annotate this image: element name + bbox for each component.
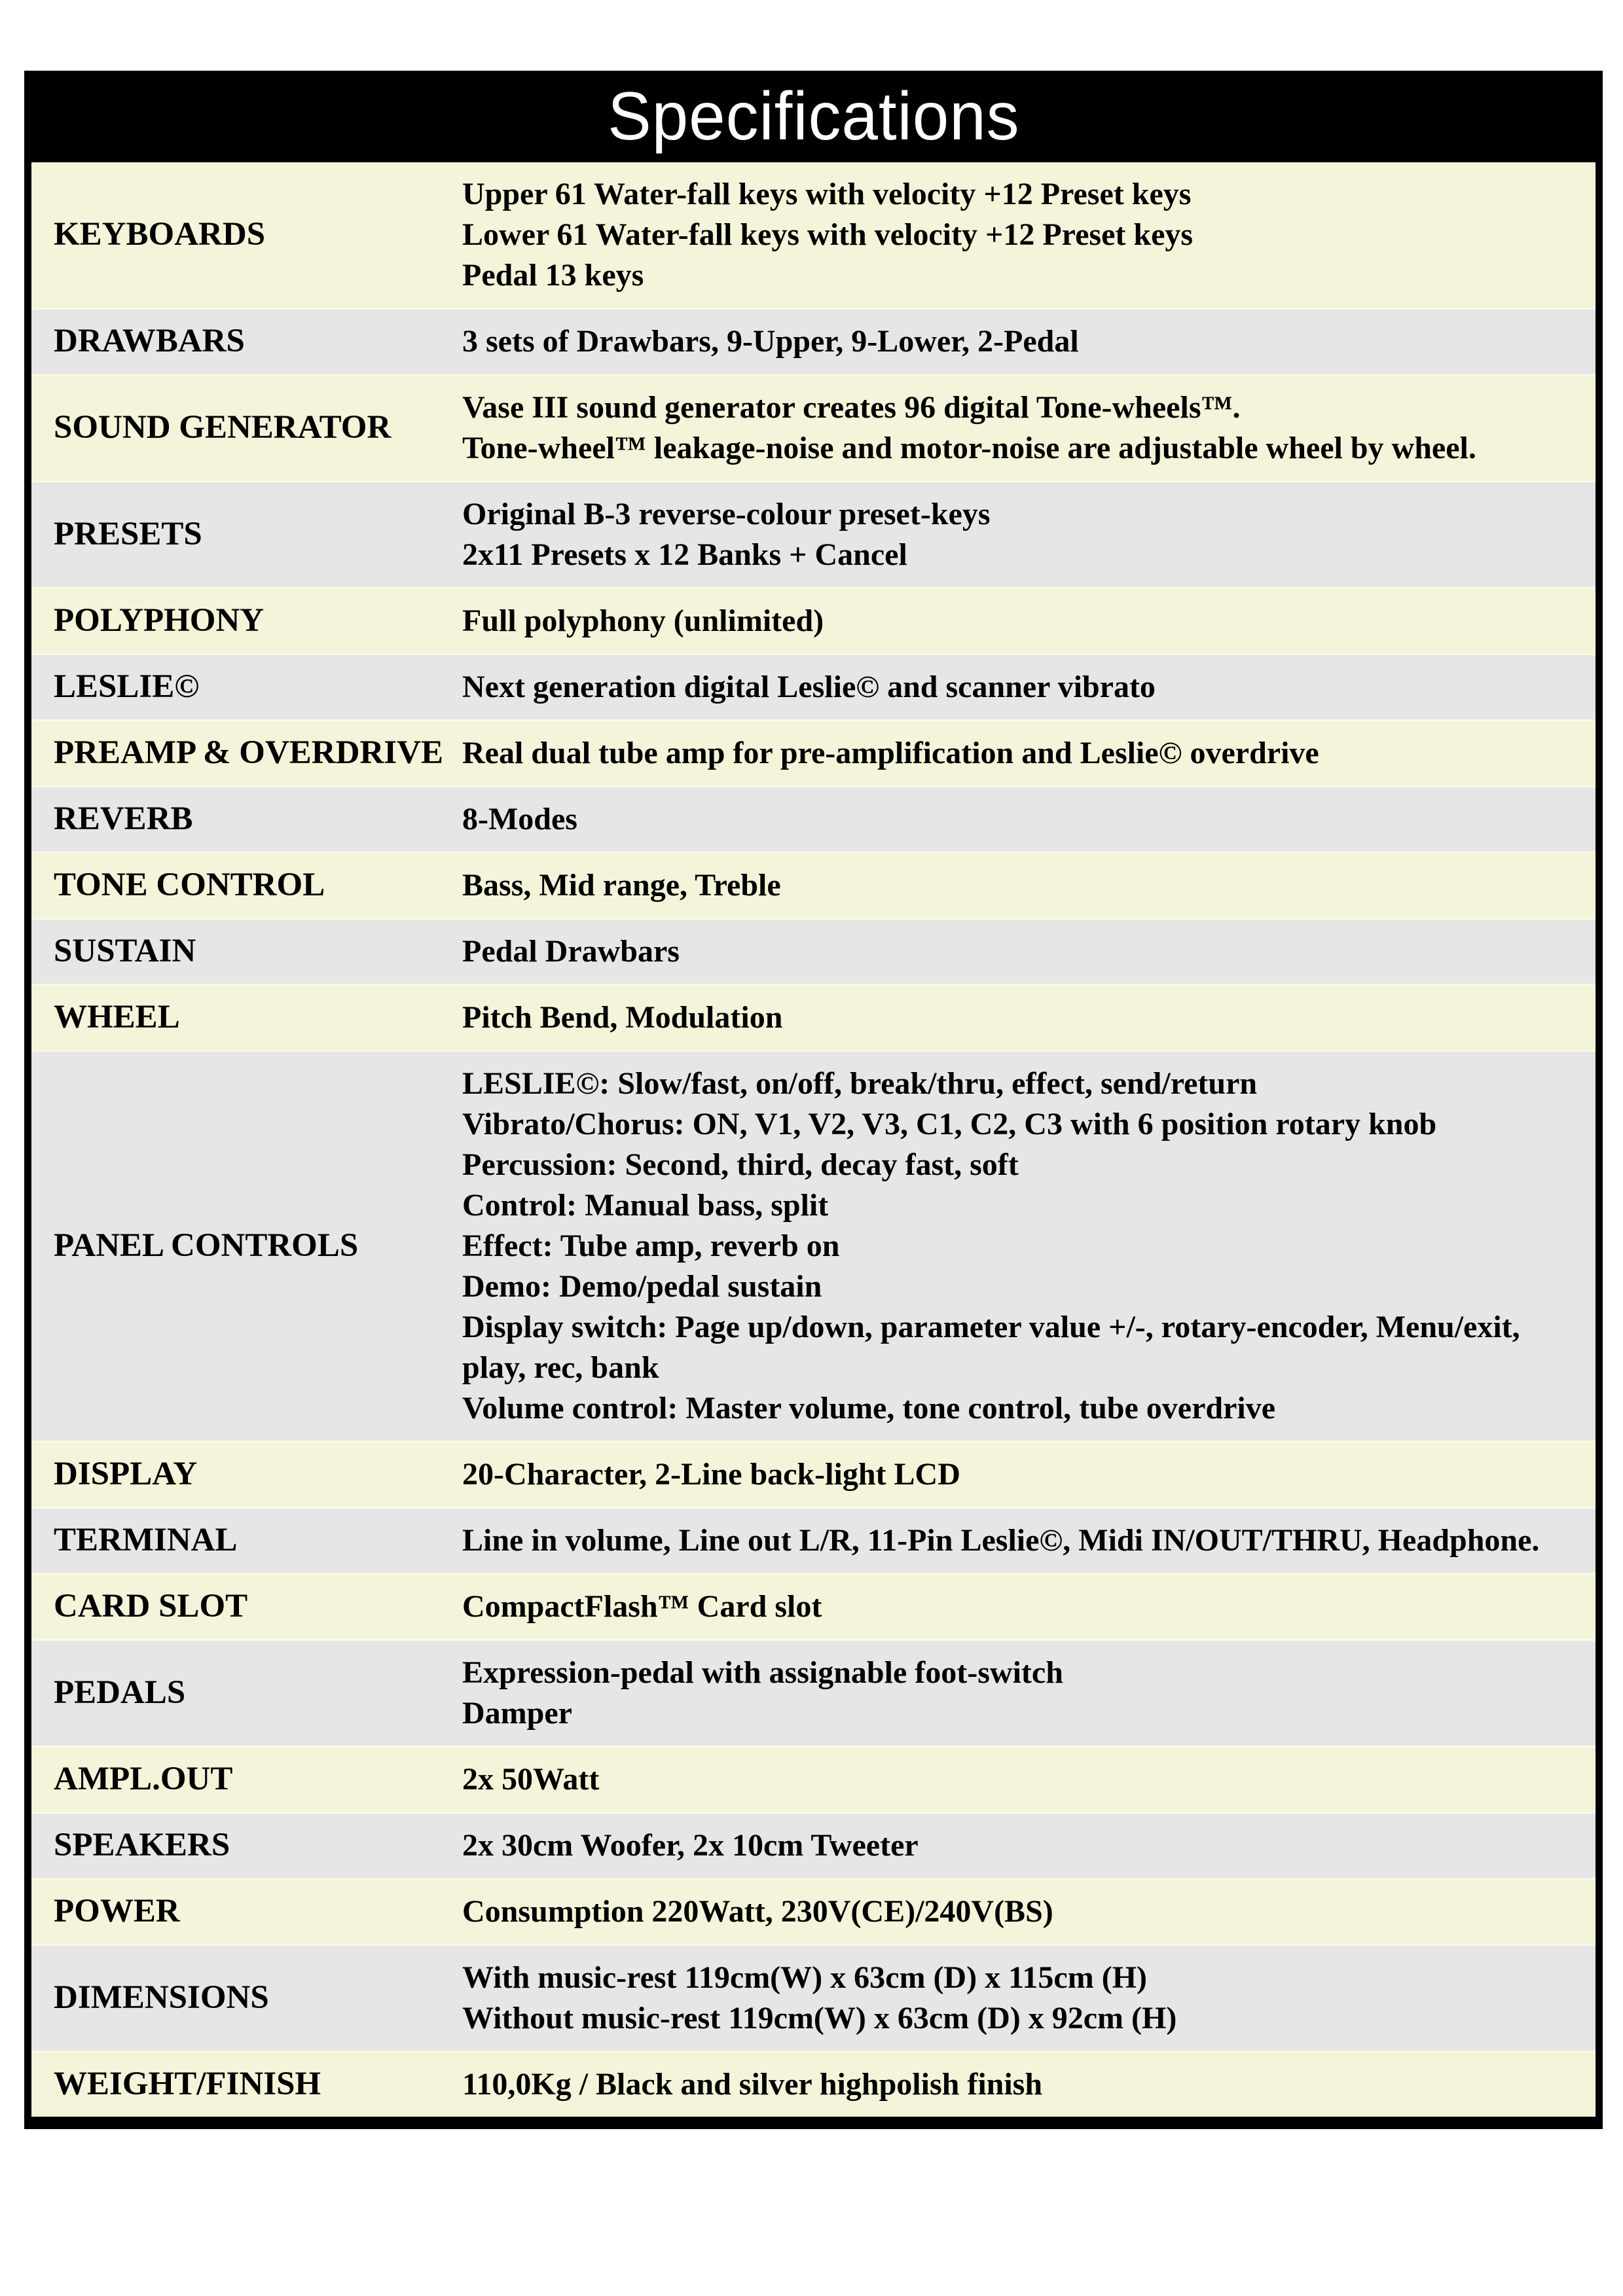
spec-value-line: CompactFlash™ Card slot (462, 1589, 822, 1624)
spec-value (456, 787, 1596, 852)
spec-value-line: 2x 30cm Woofer, 2x 10cm Tweeter (462, 1828, 919, 1863)
spec-value-line: Pedal Drawbars (462, 934, 680, 969)
spec-value (456, 986, 1596, 1050)
spec-value-line: Without music-rest 119cm(W) x 63cm (D) x 92cm (H) (462, 2001, 1177, 2036)
spec-label: DRAWBARS (54, 323, 245, 360)
spec-row (31, 374, 1596, 480)
spec-value-line: Real dual tube amp for pre-amplification and Leslie© overdrive (462, 736, 1319, 770)
spec-value (456, 1641, 1596, 1746)
spec-value-line: Percussion: Second, third, decay fast, soft (462, 1147, 1019, 1182)
spec-value-line: Next generation digital Leslie© and scanner vibrato (462, 670, 1156, 704)
table-header (31, 71, 1596, 162)
spec-value (456, 2053, 1596, 2117)
spec-label: POWER (54, 1893, 180, 1930)
spec-label: WEIGHT/FINISH (54, 2066, 321, 2103)
spec-value (456, 1052, 1596, 1441)
spec-value (456, 1748, 1596, 1812)
spec-row (31, 1944, 1596, 2051)
spec-value-line: LESLIE©: Slow/fast, on/off, break/thru, effect, send/return (462, 1066, 1258, 1101)
spec-value-line: Bass, Mid range, Treble (462, 868, 781, 903)
spec-label: PEDALS (54, 1674, 186, 1712)
spec-value-line: Pedal 13 keys (462, 258, 644, 293)
spec-value-line: Line in volume, Line out L/R, 11-Pin Leslie©, Midi IN/OUT/THRU, Headphone. (462, 1523, 1540, 1558)
spec-label: SUSTAIN (54, 933, 196, 970)
spec-value-line: 110,0Kg / Black and silver highpolish finish (462, 2067, 1043, 2102)
spec-label: DISPLAY (54, 1456, 198, 1493)
spec-value-line: With music-rest 119cm(W) x 63cm (D) x 115cm (H) (462, 1960, 1148, 1995)
spec-value-line: Pitch Bend, Modulation (462, 1000, 783, 1035)
spec-value-line: 20-Character, 2-Line back-light LCD (462, 1457, 960, 1492)
spec-value-line: Effect: Tube amp, reverb on (462, 1229, 840, 1263)
spec-row (31, 852, 1596, 918)
spec-value (456, 1575, 1596, 1639)
spec-value (456, 1946, 1596, 2051)
spec-value (456, 920, 1596, 984)
spec-label: LESLIE© (54, 668, 200, 706)
spec-label: TONE CONTROL (54, 867, 325, 904)
spec-row (31, 480, 1596, 587)
spec-value (456, 1443, 1596, 1507)
spec-label: PANEL CONTROLS (54, 1227, 359, 1265)
spec-value-line: Lower 61 Water-fall keys with velocity +12 Preset keys (462, 217, 1194, 252)
spec-row (31, 1878, 1596, 1944)
spec-value-line: Full polyphony (unlimited) (462, 603, 824, 638)
spec-row (31, 2051, 1596, 2117)
spec-row (31, 1573, 1596, 1639)
spec-value-line: Display switch: Page up/down, parameter value +/-, rotary-encoder, Menu/exit, play, rec, bank (462, 1310, 1520, 1385)
spec-label: DIMENSIONS (54, 1979, 269, 2017)
spec-value-line: 2x 50Watt (462, 1762, 600, 1797)
spec-value (456, 482, 1596, 587)
spec-row (31, 1050, 1596, 1441)
spec-value (456, 721, 1596, 785)
spec-value-line: Vase III sound generator creates 96 digital Tone-wheels™. (462, 390, 1241, 425)
spec-value-line: Original B-3 reverse-colour preset-keys (462, 497, 991, 531)
spec-value-line: 8-Modes (462, 802, 577, 836)
spec-value (456, 589, 1596, 653)
spec-row (31, 1746, 1596, 1812)
spec-value-line: Volume control: Master volume, tone control, tube overdrive (462, 1391, 1276, 1426)
spec-row (31, 1441, 1596, 1507)
spec-label: POLYPHONY (54, 602, 264, 639)
spec-row (31, 1639, 1596, 1746)
page-title: Specifications (607, 78, 1020, 154)
spec-value (456, 162, 1596, 308)
spec-row (31, 653, 1596, 719)
spec-value (456, 310, 1596, 374)
spec-row (31, 719, 1596, 785)
spec-value-line: Vibrato/Chorus: ON, V1, V2, V3, C1, C2, C3 with 6 position rotary knob (462, 1107, 1437, 1141)
spec-row (31, 785, 1596, 852)
spec-row (31, 984, 1596, 1050)
spec-value-line: Expression-pedal with assignable foot-switch (462, 1655, 1063, 1690)
spec-value (456, 1814, 1596, 1878)
spec-value-line: Consumption 220Watt, 230V(CE)/240V(BS) (462, 1894, 1053, 1929)
spec-label: REVERB (54, 800, 193, 838)
spec-label: CARD SLOT (54, 1588, 248, 1625)
spec-label: PRESETS (54, 516, 202, 553)
spec-value-line: Control: Manual bass, split (462, 1188, 829, 1223)
spec-row (31, 1812, 1596, 1878)
spec-value (456, 853, 1596, 918)
spec-row (31, 587, 1596, 653)
spec-value (456, 1880, 1596, 1944)
spec-label: TERMINAL (54, 1522, 238, 1559)
spec-value-line: Upper 61 Water-fall keys with velocity +12 Preset keys (462, 177, 1192, 211)
spec-value (456, 1509, 1596, 1573)
spec-rows (31, 162, 1596, 2117)
spec-row (31, 918, 1596, 984)
specifications-table (24, 71, 1603, 2129)
spec-label: SOUND GENERATOR (54, 409, 392, 446)
spec-label: AMPL.OUT (54, 1761, 233, 1798)
spec-label: KEYBOARDS (54, 216, 266, 253)
spec-value (456, 376, 1596, 480)
spec-value-line: Demo: Demo/pedal sustain (462, 1269, 822, 1304)
spec-row (31, 162, 1596, 308)
spec-label: SPEAKERS (54, 1827, 230, 1864)
spec-label: PREAMP & OVERDRIVE (54, 734, 443, 772)
spec-value-line: Tone-wheel™ leakage-noise and motor-noise are adjustable wheel by wheel. (462, 431, 1476, 465)
spec-value-line: 2x11 Presets x 12 Banks + Cancel (462, 537, 907, 572)
spec-label: WHEEL (54, 999, 180, 1036)
spec-row (31, 1507, 1596, 1573)
spec-value-line: Damper (462, 1696, 572, 1731)
spec-value-line: 3 sets of Drawbars, 9-Upper, 9-Lower, 2-Pedal (462, 324, 1079, 359)
spec-value (456, 655, 1596, 719)
spec-row (31, 308, 1596, 374)
